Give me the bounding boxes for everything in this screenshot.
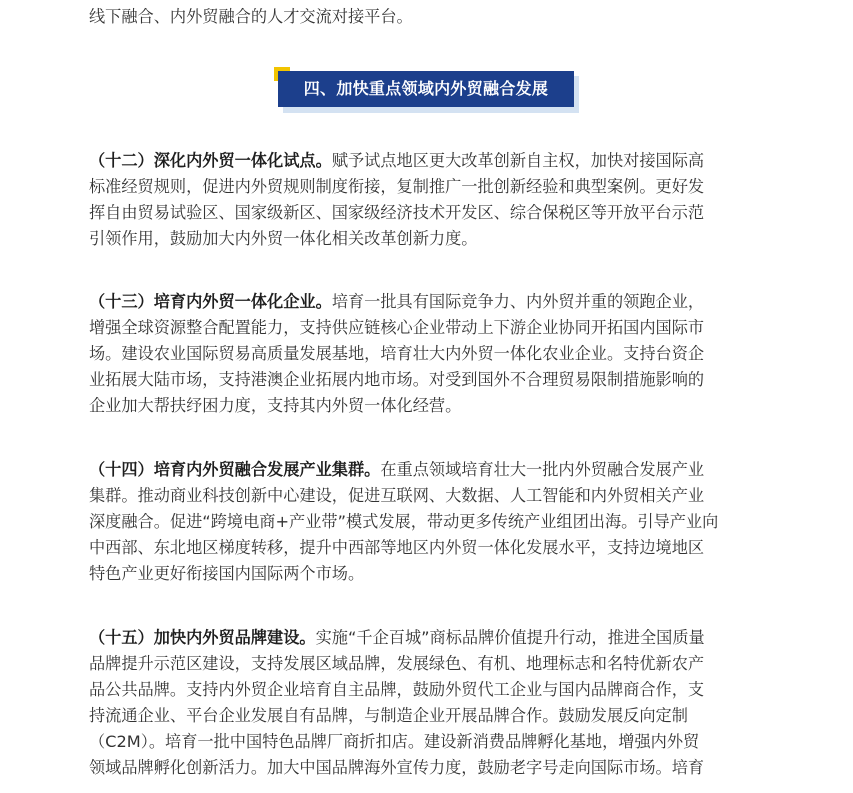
paragraph-text: 在重点领域培育壮大一批内外贸融合发展产业 (380, 460, 705, 479)
paragraph-heading: （十二）深化内外贸一体化试点。 (89, 151, 332, 170)
paragraph-line: 企业加大帮扶纾困力度，支持其内外贸一体化经营。 (89, 396, 462, 415)
paragraph-line: 持流通企业、平台企业发展自有品牌，与制造企业开展品牌合作。鼓励发展反向定制 (89, 706, 688, 725)
paragraph-line: 领域品牌孵化创新活力。加大中国品牌海外宣传力度，鼓励老字号走向国际市场。培育 (89, 758, 705, 777)
paragraph-13 (89, 289, 704, 419)
paragraph-line (89, 457, 718, 483)
paragraph-heading: （十五）加快内外贸品牌建设。 (89, 628, 316, 647)
paragraph-line: （C2M）。培育一批中国特色品牌厂商折扣店。建设新消费品牌孵化基地，增强内外贸 (89, 732, 700, 751)
section-title: 四、加快重点领域内外贸融合发展 (278, 71, 574, 107)
paragraph-line (89, 625, 705, 651)
paragraph-line: 挥自由贸易试验区、国家级新区、国家级经济技术开发区、综合保税区等开放平台示范 (89, 203, 705, 222)
paragraph-line: 集群。推动商业科技创新中心建设，促进互联网、大数据、人工智能和内外贸相关产业 (89, 486, 705, 505)
paragraph-line: 场。建设农业国际贸易高质量发展基地，培育壮大内外贸一体化农业企业。支持台资企 (89, 344, 705, 363)
paragraph-line: 品牌提升示范区建设，支持发展区域品牌，发展绿色、有机、地理标志和名特优新农产 (89, 654, 705, 673)
paragraph-15 (89, 625, 705, 781)
paragraph-12 (89, 148, 704, 252)
paragraph-14 (89, 457, 718, 587)
paragraph-line: 中西部、东北地区梯度转移，提升中西部等地区内外贸一体化发展水平，支持边境地区 (89, 538, 705, 557)
paragraph-line: 引领作用，鼓励加大内外贸一体化相关改革创新力度。 (89, 229, 478, 248)
paragraph-line: 品公共品牌。支持内外贸企业培育自主品牌，鼓励外贸代工企业与国内品牌商合作，支 (89, 680, 705, 699)
paragraph-line: 深度融合。促进“跨境电商+产业带”模式发展，带动更多传统产业组团出海。引导产业向 (89, 512, 719, 531)
paragraph-line: 业拓展大陆市场，支持港澳企业拓展内地市场。对受到国外不合理贸易限制措施影响的 (89, 370, 705, 389)
paragraph-text: 赋予试点地区更大改革创新自主权，加快对接国际高 (331, 151, 705, 170)
paragraph-heading: （十四）培育内外贸融合发展产业集群。 (89, 460, 381, 479)
section-banner (274, 67, 579, 113)
paragraph-heading: （十三）培育内外贸一体化企业。 (89, 292, 332, 311)
paragraph-line (89, 148, 704, 174)
paragraph-text: 实施“千企百城”商标品牌价值提升行动，推进全国质量 (315, 628, 705, 647)
paragraph-line (89, 289, 704, 315)
paragraph-line: 标准经贸规则，促进内外贸规则制度衔接，复制推广一批创新经验和典型案例。更好发 (89, 177, 705, 196)
paragraph-text: 培育一批具有国际竞争力、内外贸并重的领跑企业， (331, 292, 705, 311)
paragraph-line: 特色产业更好衔接国内国际两个市场。 (89, 564, 365, 583)
intro-line: 线下融合、内外贸融合的人才交流对接平台。 (89, 7, 413, 26)
paragraph-line: 增强全球资源整合配置能力，支持供应链核心企业带动上下游企业协同开拓国内国际市 (89, 318, 705, 337)
